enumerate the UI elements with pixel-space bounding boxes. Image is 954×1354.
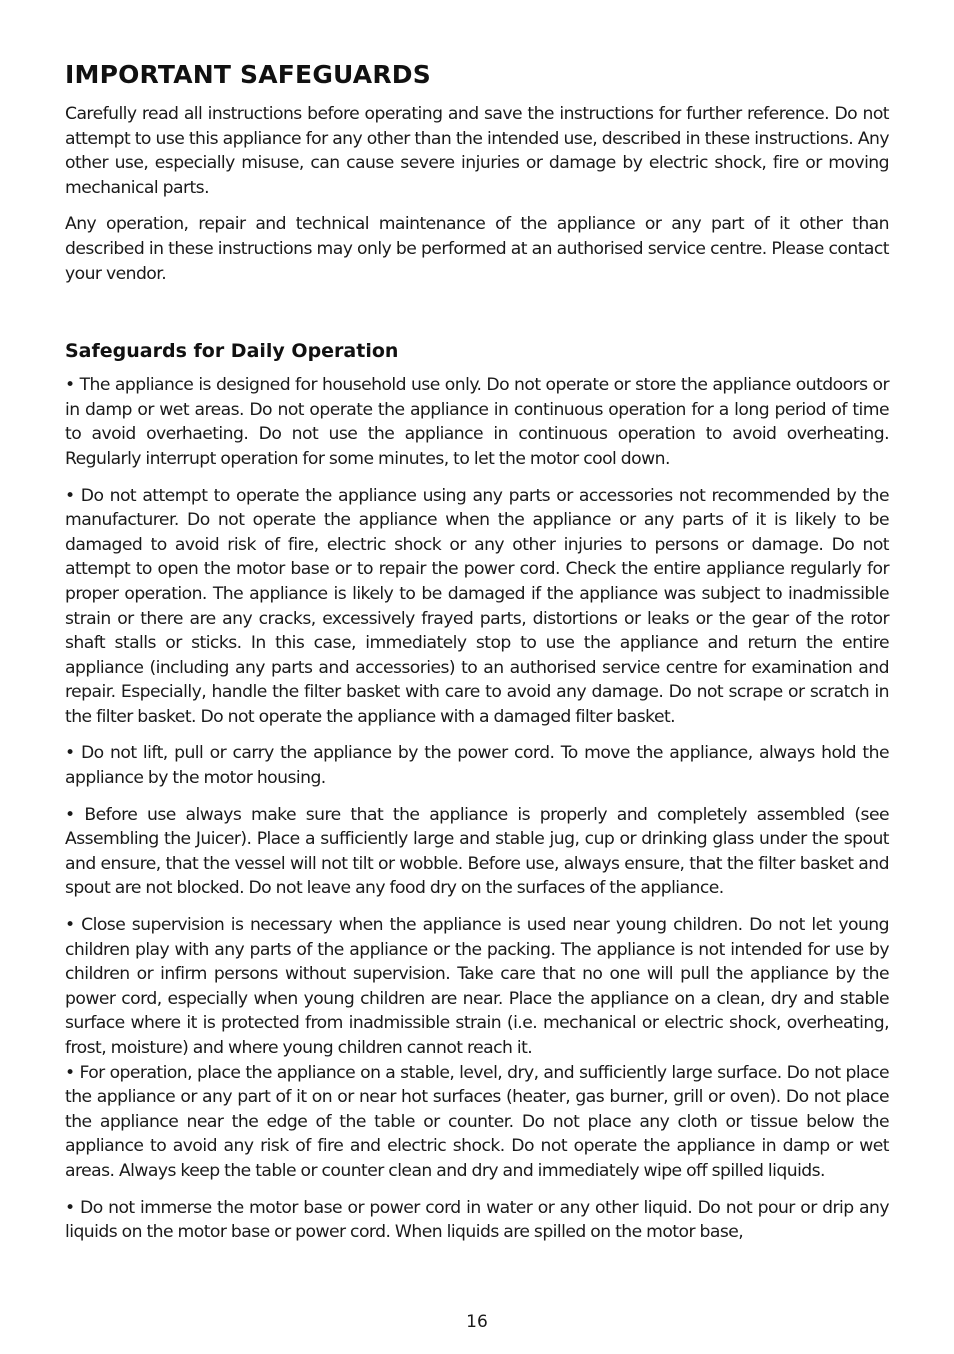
- safeguard-item-2: • Do not attempt to operate the appliance using any parts or accessories not recommended by the manufacturer. Do not operate the appliance when the appliance or any parts of it is likely to be damaged to avoid risk of fire, electric shock or any other injuries to persons or damage. Do not attempt to open the motor base or to repair the power cord. Check the entire appliance regularly for proper operation. The appliance is likely to be damaged if the appliance was subject to inadmissible strain or there are any cracks, excessively frayed parts, distortions or leaks or the gear of the rotor shaft stalls or sticks. In this case, immediately stop to use the appliance and return the entire appliance (including any parts and accessories) to an authorised service centre for examination and repair. Especially, handle the filter basket with care to avoid any damage. Do not scrape or scratch in the filter basket. Do not operate the appliance with a damaged filter basket.: [65, 485, 889, 727]
- intro-paragraph-2: Any operation, repair and technical maintenance of the appliance or any part of it other than described in these instructions may only be performed at an authorised service centre. Please contact your vendor.: [65, 214, 889, 284]
- safeguard-item-7: • Do not immerse the motor base or power cord in water or any other liquid. Do not pour or drip any liquids on the motor base or power cord. When liquids are spilled on the motor base,: [65, 1197, 889, 1243]
- safeguard-item-4: • Before use always make sure that the appliance is properly and completely assembled (see Assembling the Juicer). Place a sufficiently large and stable jug, cup or drinking glass under the spout and ensure, that the vessel will not tilt or wobble. Before use, always ensure, that the filter basket and spout are not blocked. Do not leave any food dry on the surfaces of the appliance.: [65, 804, 889, 899]
- safeguard-item-6: • For operation, place the appliance on a stable, level, dry, and sufficiently large surface. Do not place the appliance or any part of it on or near hot surfaces (heater, gas burner, grill or oven). Do not place the appliance near the edge of the table or counter. Do not place any cloth or tissue below the appliance to avoid any risk of fire and electric shock. Do not operate the appliance in damp or wet areas. Always keep the table or counter clean and dry and immediately wipe off spilled liquids.: [65, 1062, 889, 1181]
- safeguard-item-3: • Do not lift, pull or carry the appliance by the power cord. To move the appliance, always hold the appliance by the motor housing.: [65, 743, 889, 789]
- document-page: [65, 58, 889, 1257]
- intro-paragraph-1: Carefully read all instructions before operating and save the instructions for further reference. Do not attempt to use this appliance for any other than the intended use, described in these instructions. Any other use, especially misuse, can cause severe injuries or damage by electric shock, fire or moving mechanical parts.: [65, 104, 889, 198]
- section-title: Safeguards for Daily Operation: [65, 340, 399, 363]
- page-number: 16: [466, 1312, 488, 1332]
- safeguard-item-1: • The appliance is designed for household use only. Do not operate or store the appliance outdoors or in damp or wet areas. Do not operate the appliance in continuous operation for a long period of time to avoid overhaeting. Do not use the appliance in continuous operation to avoid overheating. Regularly interrupt operation for some minutes, to let the motor cool down.: [65, 375, 889, 469]
- safeguard-item-5: • Close supervision is necessary when the appliance is used near young children. Do not let young children play with any parts of the appliance or the packing. The appliance is not intended for use by children or infirm persons without supervision. Take care that no one will pull the appliance by the power cord, especially when young children are near. Place the appliance on a clean, dry and stable surface where it is protected from inadmissible strain (i.e. mechanical or electric shock, overheating, frost, moisture) and where young children cannot reach it.: [65, 915, 889, 1058]
- page-title: IMPORTANT SAFEGUARDS: [65, 60, 431, 89]
